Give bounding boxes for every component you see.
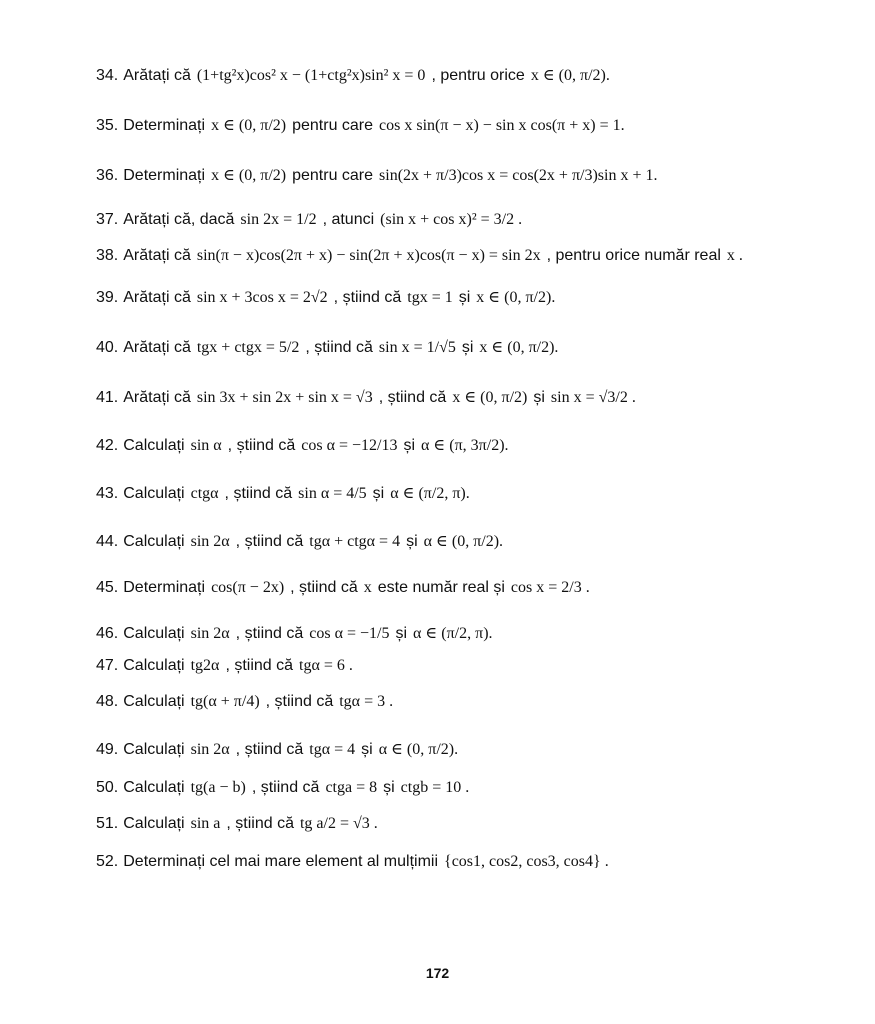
problem-49 [96,740,836,760]
math-expression: α ∈ (π/2, π). [390,485,470,502]
problem-number: 39. [96,289,119,306]
math-expression: α ∈ (π/2, π). [413,625,493,642]
problem-text: Arătați că [123,389,191,406]
problem-text: , știind că [227,437,296,454]
problem-37 [96,210,836,230]
problem-text: Calculați [123,815,185,832]
math-expression: cos x sin(π − x) − sin x cos(π + x) = 1. [379,117,625,134]
problem-text: pentru care [292,117,374,134]
math-expression: x ∈ (0, π/2) [452,389,528,406]
math-expression: α ∈ (π, 3π/2). [421,437,509,454]
problem-number: 34. [96,67,119,84]
problem-number: 49. [96,741,119,758]
problem-number: 47. [96,657,119,674]
problem-number: 44. [96,533,119,550]
math-expression: sin 2α [190,533,230,550]
math-expression: x ∈ (0, π/2). [530,67,610,84]
problem-text: și [533,389,545,406]
page-number: 172 [425,965,450,981]
problem-text: Arătați că [123,339,191,356]
math-expression: x . [726,247,743,264]
math-expression: (1+tg²x)cos² x − (1+ctg²x)sin² x = 0 [196,67,426,84]
math-expression: sin x = √3/2 . [550,389,636,406]
problem-number: 38. [96,247,119,264]
math-expression: tg(a − b) [190,779,246,796]
math-expression: sin(2x + π/3)cos x = cos(2x + π/3)sin x + 1. [379,167,658,184]
problem-number: 41. [96,389,119,406]
math-expression: tgx = 1 [407,289,453,306]
problem-text: , pentru orice [431,67,525,84]
problem-38 [96,246,836,266]
problem-number: 36. [96,167,119,184]
math-expression: cos x = 2/3 . [510,579,590,596]
problem-text: și [383,779,395,796]
problem-34 [96,66,836,86]
problem-text: , știind că [225,657,294,674]
math-expression: tgx + ctgx = 5/2 [196,339,300,356]
math-expression: x [363,579,372,596]
problem-52 [96,852,836,872]
math-expression: tgα = 6 . [299,657,353,674]
problem-number: 37. [96,211,119,228]
problem-number: 43. [96,485,119,502]
problem-text: și [406,533,418,550]
math-expression: sin(π − x)cos(2π + x) − sin(2π + x)cos(π − x) = sin 2x [196,247,541,264]
math-expression: sin 2α [190,741,230,758]
problem-text: și [403,437,416,454]
problem-text: Calculați [123,437,185,454]
math-expression: cos α = −1/5 [309,625,390,642]
problem-text: , atunci [322,211,375,228]
problem-text: , știind că [378,389,447,406]
problem-text: Calculați [123,779,185,796]
problem-number: 45. [96,579,119,596]
math-expression: sin x = 1/√5 [378,339,456,356]
problem-number: 51. [96,815,119,832]
problem-number: 40. [96,339,119,356]
problem-51 [96,814,836,834]
math-expression: sin α [190,437,222,454]
problem-text: Determinați [123,117,206,134]
math-expression: cos(π − 2x) [211,579,285,596]
problem-41 [96,388,836,408]
problem-42 [96,436,836,456]
problem-number: 35. [96,117,119,134]
problem-text: , știind că [235,625,304,642]
problem-text: Determinați [123,579,206,596]
math-expression: sin 2x = 1/2 [240,211,317,228]
math-expression: ctga = 8 [325,779,378,796]
math-expression: sin a [190,815,221,832]
math-expression: α ∈ (0, π/2). [378,741,459,758]
problem-text: Arătați că [123,289,191,306]
problem-text: Arătați că [123,247,191,264]
problem-text: este număr real și [377,579,505,596]
math-expression: sin 2α [190,625,230,642]
math-expression: tgα + ctgα = 4 [309,533,401,550]
math-expression: α ∈ (0, π/2). [423,533,504,550]
math-expression: tg2α [190,657,220,674]
math-expression: ctgb = 10 . [400,779,470,796]
problem-text: Calculați [123,657,185,674]
problem-45 [96,578,836,598]
problem-46 [96,624,836,644]
problem-40 [96,338,836,358]
problem-text: pentru care [292,167,374,184]
math-expression: {cos1, cos2, cos3, cos4} . [444,853,609,870]
problem-number: 42. [96,437,119,454]
problem-text: și [361,741,373,758]
problem-text: Calculați [123,533,185,550]
problem-text: Calculați [123,693,185,710]
math-expression: x ∈ (0, π/2) [211,167,287,184]
problem-text: , știind că [305,339,373,356]
problem-text: , știind că [333,289,402,306]
problem-text: , știind că [226,815,294,832]
problem-text: , știind că [290,579,358,596]
problem-text: Arătați că [123,67,191,84]
math-expression: x ∈ (0, π/2) [211,117,287,134]
problem-43 [96,484,836,504]
math-expression: (sin x + cos x)² = 3/2 . [380,211,523,228]
problem-text: Calculați [123,625,185,642]
math-expression: x ∈ (0, π/2). [476,289,556,306]
problem-36 [96,166,836,186]
math-expression: x ∈ (0, π/2). [479,339,559,356]
problem-48 [96,692,836,712]
problem-text: Determinați cel mai mare element al mulțimii [123,853,439,870]
problem-text: , știind că [265,693,334,710]
problem-text: , știind că [224,485,293,502]
math-expression: sin α = 4/5 [298,485,367,502]
problem-50 [96,778,836,798]
problem-text: Determinați [123,167,206,184]
math-expression: cos α = −12/13 [301,437,398,454]
problem-47 [96,656,836,676]
problem-44 [96,532,836,552]
math-expression: tgα = 3 . [339,693,394,710]
problem-35 [96,116,836,136]
math-expression: sin x + 3cos x = 2√2 [196,289,328,306]
problem-number: 52. [96,853,119,870]
problem-number: 46. [96,625,119,642]
problem-text: , știind că [235,741,304,758]
problem-text: și [395,625,408,642]
problem-text: Calculați [123,485,185,502]
math-expression: tgα = 4 [309,741,356,758]
problem-text: Arătați că, dacă [123,211,235,228]
math-expression: tg(α + π/4) [190,693,260,710]
problem-text: Calculați [123,741,185,758]
math-expression: tg a/2 = √3 . [299,815,378,832]
math-expression: ctgα [190,485,219,502]
problem-text: , știind că [235,533,304,550]
problem-number: 48. [96,693,119,710]
problem-text: , pentru orice număr real [546,247,721,264]
problem-text: și [461,339,474,356]
problem-text: , știind că [251,779,320,796]
math-expression: sin 3x + sin 2x + sin x = √3 [196,389,373,406]
problem-text: și [458,289,471,306]
problem-text: și [372,485,385,502]
problem-number: 50. [96,779,119,796]
problem-39 [96,288,836,308]
